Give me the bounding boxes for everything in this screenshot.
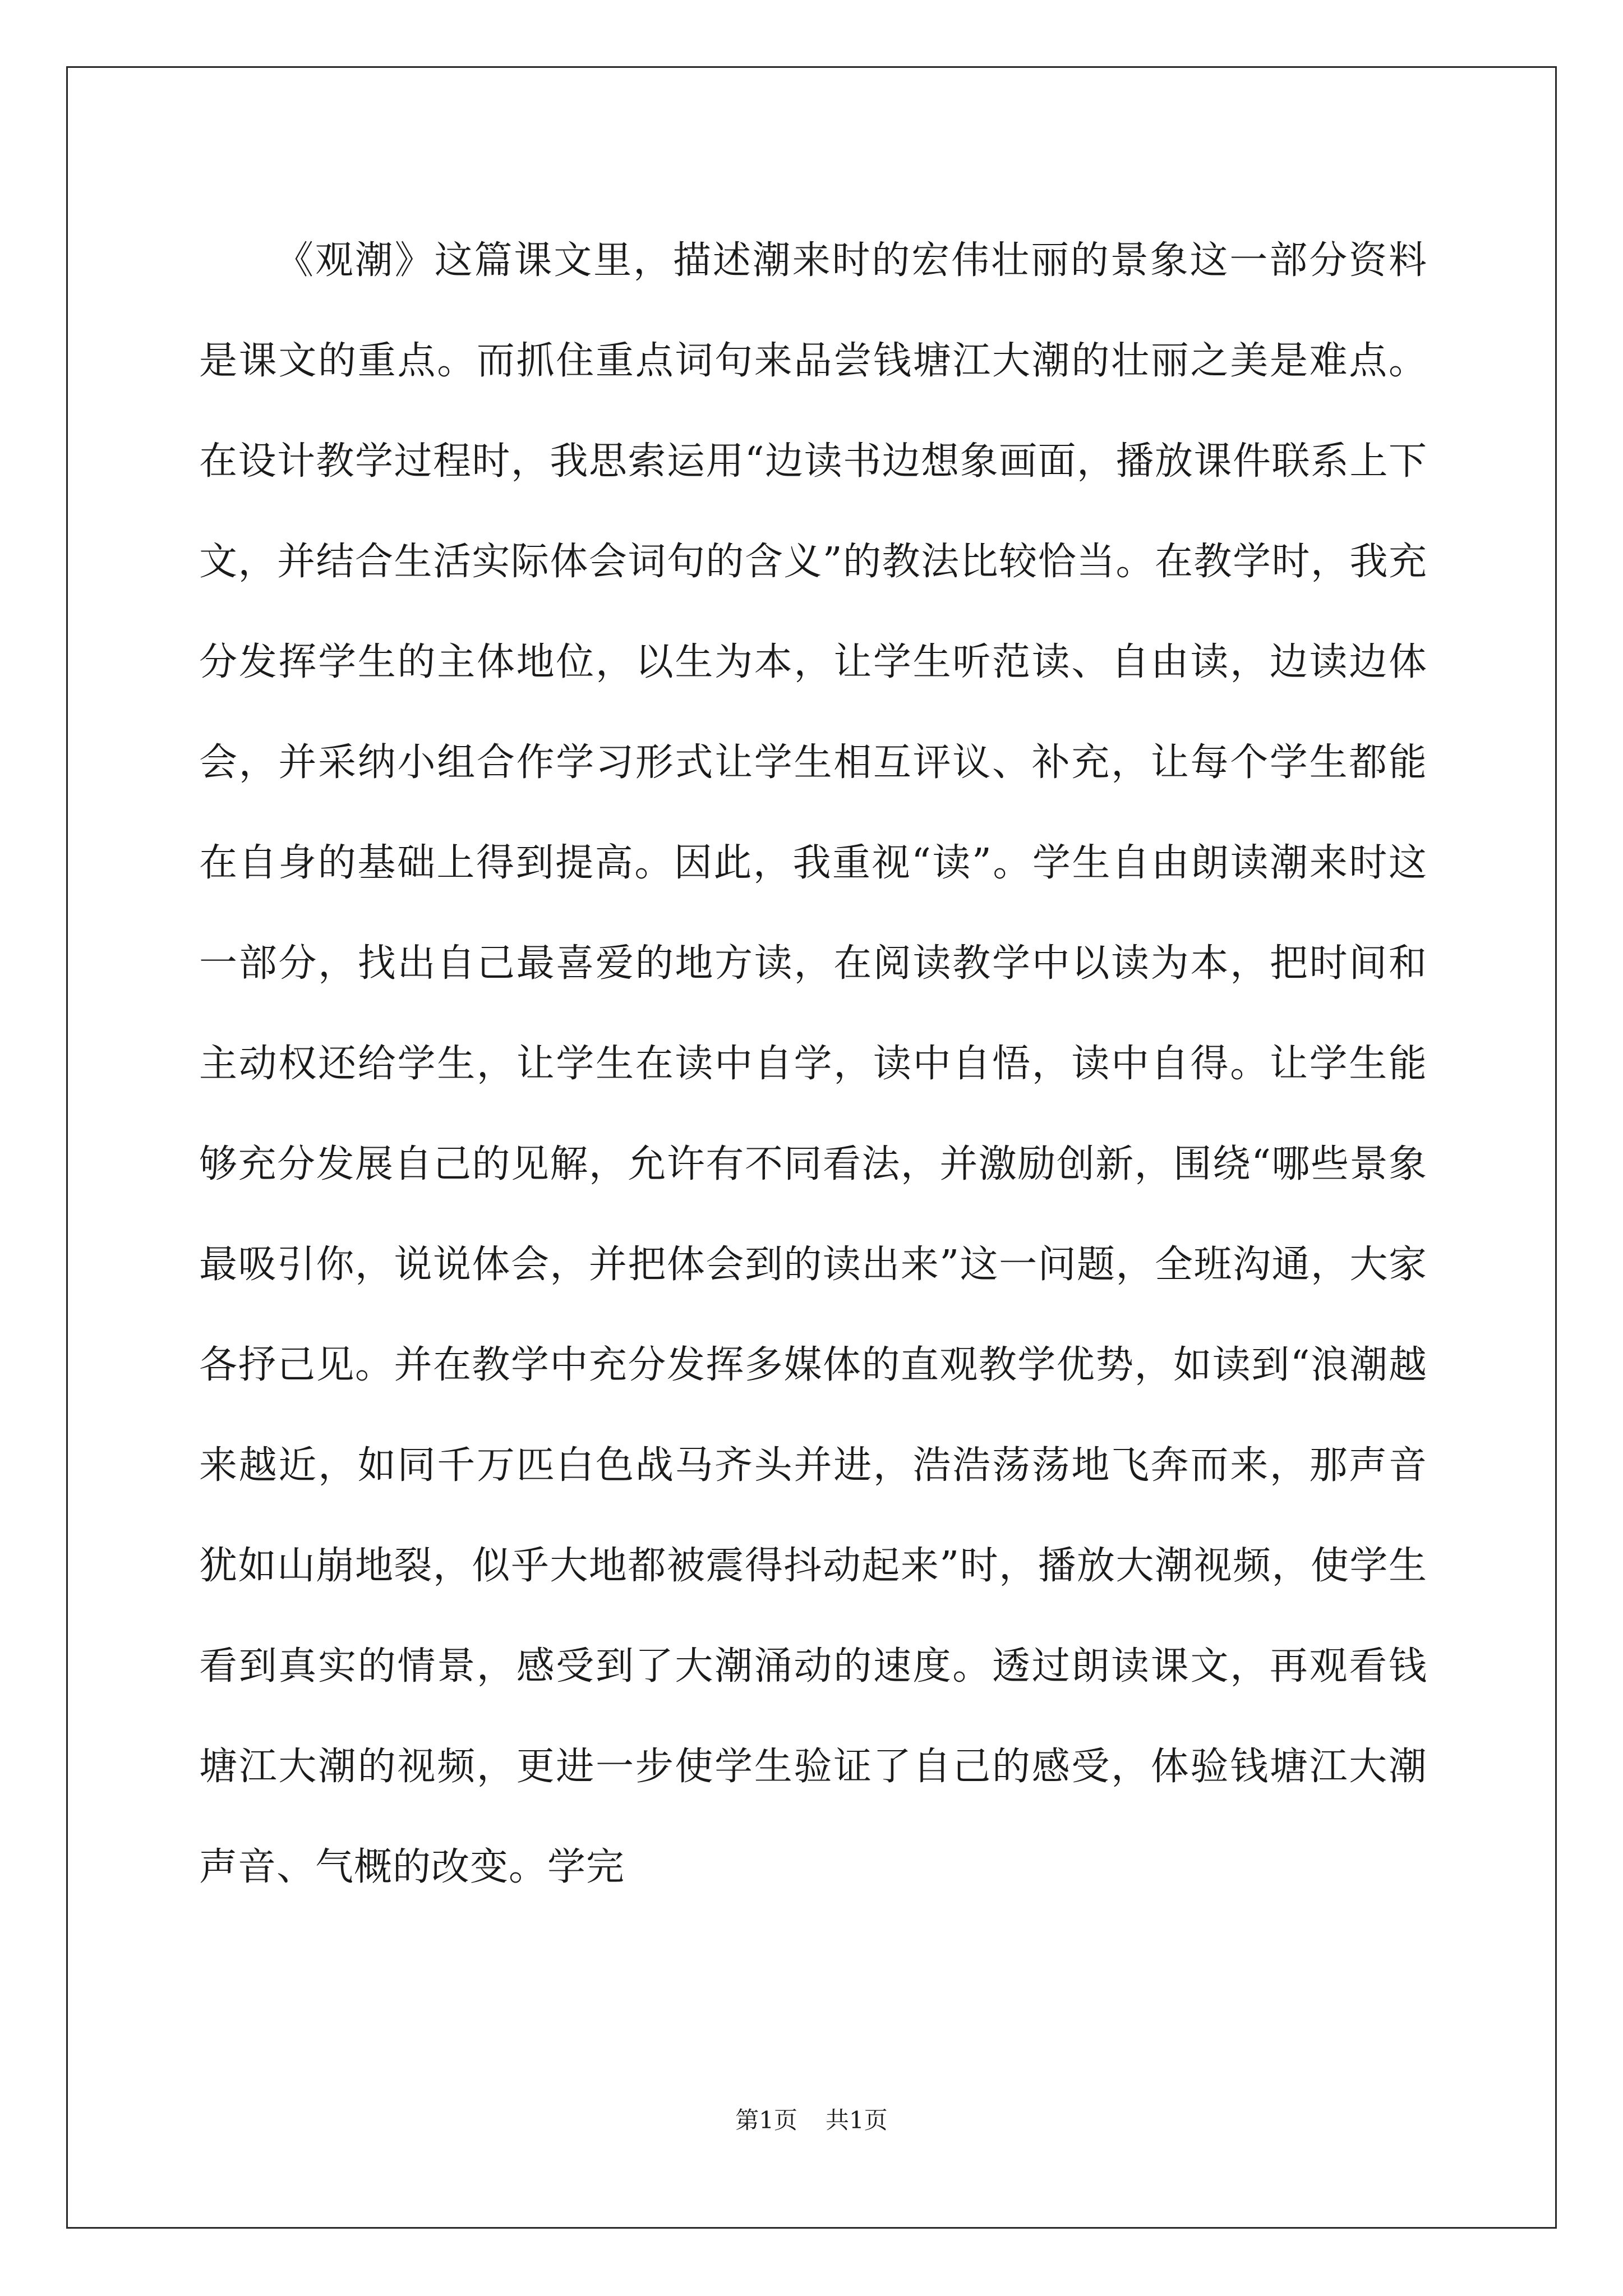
body-paragraph: 《观潮》这篇课文里，描述潮来时的宏伟壮丽的景象这一部分资料是课文的重点。而抓住重点词句来品尝钱塘江大潮的壮丽之美是难点。在设计教学过程时，我思索运用“边读书边想象画面，播放课件联系上下文，并结合生活实际体会词句的含义”的教法比较恰当。在教学时，我充分发挥学生的主体地位，以生为本，让学生听范读、自由读，边读边体会，并采纳小组合作学习形式让学生相互评议、补充，让每个学生都能在自身的基础上得到提高。因此，我重视“读”。学生自由朗读潮来时这一部分，找出自己最喜爱的地方读，在阅读教学中以读为本，把时间和主动权还给学生，让学生在读中自学，读中自悟，读中自得。让学生能够充分发展自己的见解，允许有不同看法，并激励创新，围绕“哪些景象最吸引你，说说体会，并把体会到的读出来”这一问题，全班沟通，大家各抒己见。并在教学中充分发挥多媒体的直观教学优势，如读到“浪潮越来越近，如同千万匹白色战马齐头并进，浩浩荡荡地飞奔而来，那声音犹如山崩地裂，似乎大地都被震得抖动起来”时，播放大潮视频，使学生看到真实的情景，感受到了大潮涌动的速度。透过朗读课文，再观看钱塘江大潮的视频，更进一步使学生验证了自己的感受，体验钱塘江大潮声音、气概的改变。学完 — [199, 238, 1427, 1889]
page-footer — [0, 2104, 1623, 2137]
current-page-label: 第1页 — [735, 2106, 797, 2134]
total-pages-label: 共1页 — [826, 2106, 888, 2134]
